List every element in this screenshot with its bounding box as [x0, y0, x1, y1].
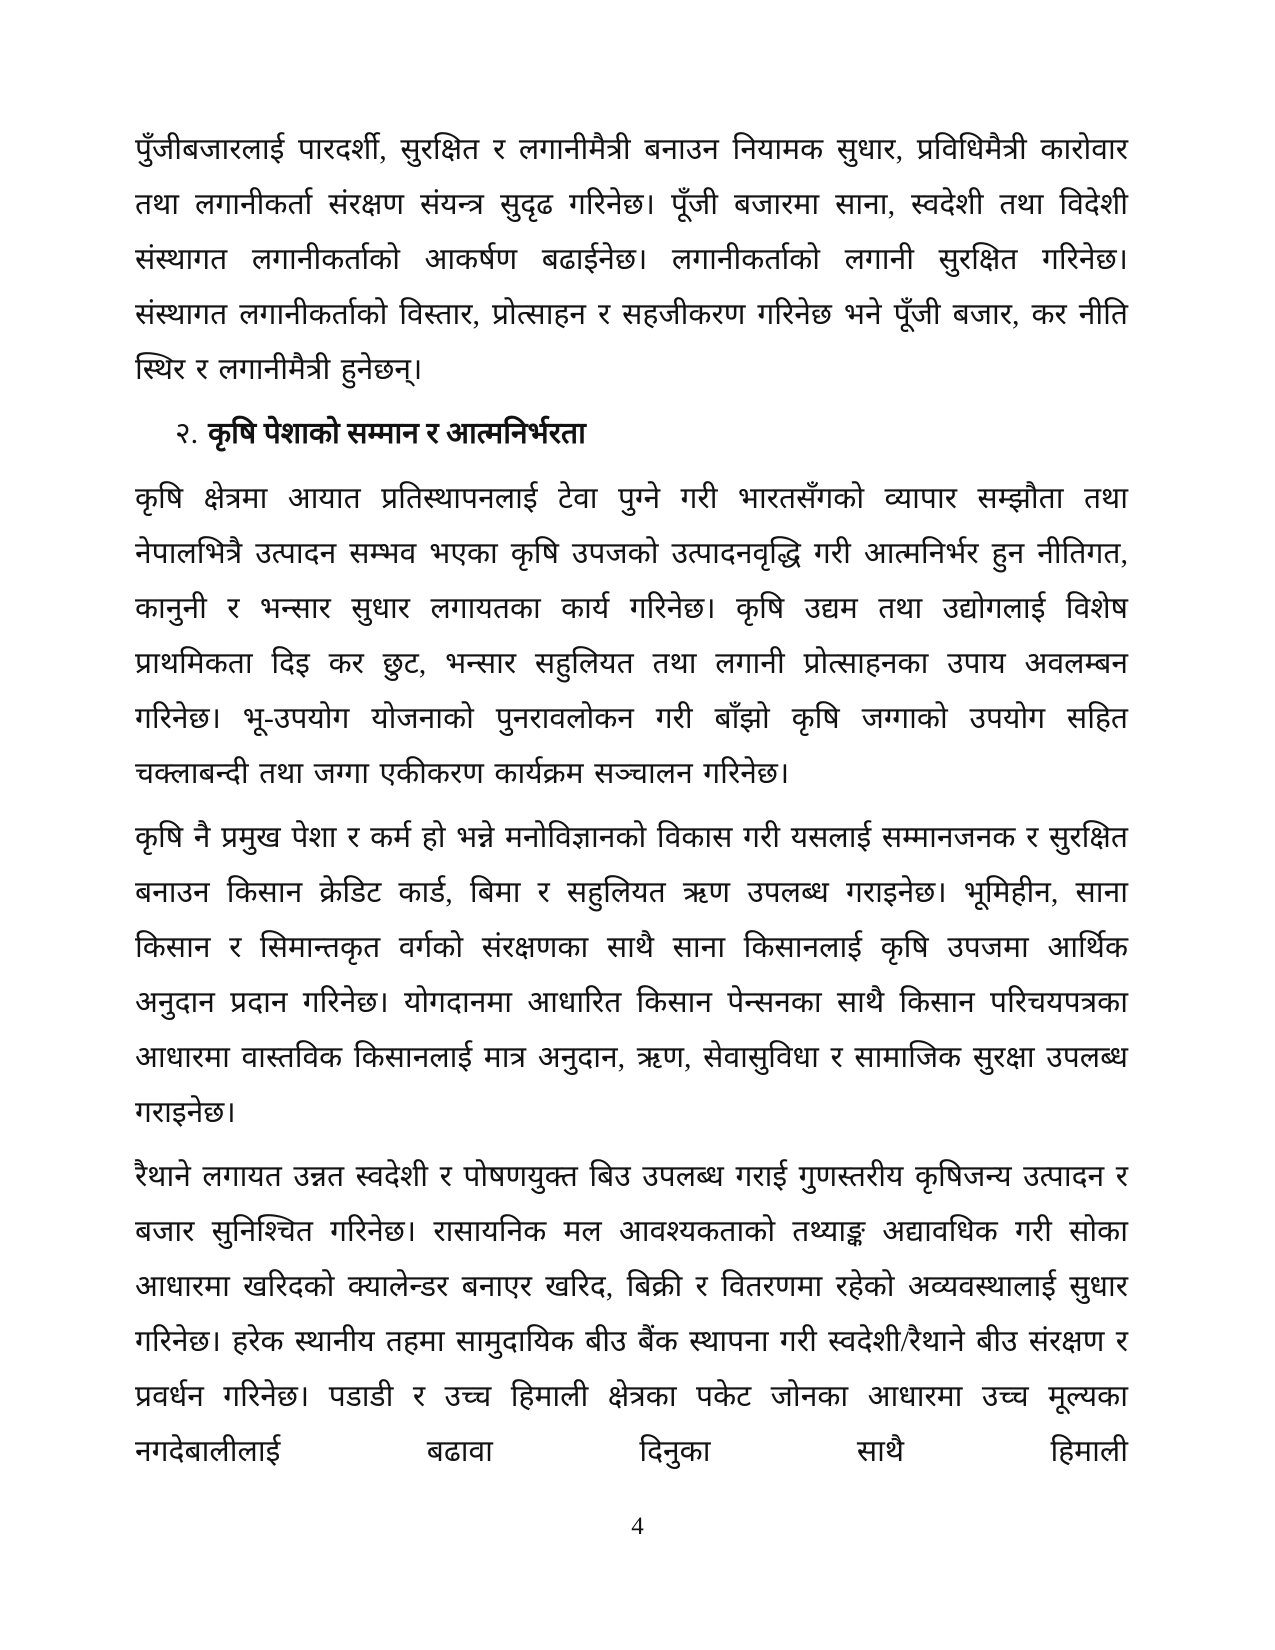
paragraph-agriculture-selfreliance: कृषि क्षेत्रमा आयात प्रतिस्थापनलाई टेवा पुग्ने गरी भारतसँगको व्यापार सम्झौता तथा नेपालभित्रै उत्पादन सम्भव भएका कृषि उपजको उत्पादनवृद्धि गरी आत्मनिर्भर हुन नीतिगत, कानुनी र भन्सार सुधार लगायतका कार्य गरिनेछ। कृषि उद्यम तथा उद्योगलाई विशेष प्राथमिकता दिइ कर छुट, भन्सार सहुलियत तथा लगानी प्रोत्साहनका उपाय अवलम्बन गरिनेछ। भू-उपयोग योजनाको पुनरावलोकन गरी बाँझो कृषि जग्गाको उपयोग सहित चक्लाबन्दी तथा जग्गा एकीकरण कार्यक्रम सञ्चालन गरिनेछ।	[135, 482, 1128, 790]
page-content	[135, 122, 1128, 1479]
page-footer	[0, 1512, 1275, 1542]
page-number: 4	[631, 1513, 644, 1540]
paragraph-farmer-dignity: कृषि नै प्रमुख पेशा र कर्म हो भन्ने मनोविज्ञानको विकास गरी यसलाई सम्मानजनक र सुरक्षित बनाउन किसान क्रेडिट कार्ड, बिमा र सहुलियत ऋण उपलब्ध गराइनेछ। भूमिहीन, साना किसान र सिमान्तकृत वर्गको संरक्षणका साथै साना किसानलाई कृषि उपजमा आर्थिक अनुदान प्रदान गरिनेछ। योगदानमा आधारित किसान पेन्सनका साथै किसान परिचयपत्रका आधारमा वास्तविक किसानलाई मात्र अनुदान, ऋण, सेवासुविधा र सामाजिक सुरक्षा उपलब्ध गराइनेछ।	[135, 821, 1128, 1129]
section-heading-number: २.	[175, 417, 199, 450]
paragraph-capital-market: पुँजीबजारलाई पारदर्शी, सुरक्षित र लगानीमैत्री बनाउन नियामक सुधार, प्रविधिमैत्री कारोवार तथा लगानीकर्ता संरक्षण संयन्त्र सुदृढ गरिनेछ। पूँजी बजारमा साना, स्वदेशी तथा विदेशी संस्थागत लगानीकर्ताको आकर्षण बढाईनेछ। लगानीकर्ताको लगानी सुरक्षित गरिनेछ। संस्थागत लगानीकर्ताको विस्तार, प्रोत्साहन र सहजीकरण गरिनेछ भने पूँजी बजार, कर नीति स्थिर र लगानीमैत्री हुनेछन्।	[135, 133, 1128, 386]
section-heading-title: कृषि पेशाको सम्मान र आत्मनिर्भरता	[208, 417, 586, 450]
paragraph-seeds-market: रैथाने लगायत उन्नत स्वदेशी र पोषणयुक्त बिउ उपलब्ध गराई गुणस्तरीय कृषिजन्य उत्पादन र बजार सुनिश्चित गरिनेछ। रासायनिक मल आवश्यकताको तथ्याङ्क अद्यावधिक गरी सोका आधारमा खरिदको क्यालेन्डर बनाएर खरिद, बिक्री र वितरणमा रहेको अव्यवस्थालाई सुधार गरिनेछ। हरेक स्थानीय तहमा सामुदायिक बीउ बैंक स्थापना गरी स्वदेशी/रैथाने बीउ संरक्षण र प्रवर्धन गरिनेछ। पडाडी र उच्च हिमाली क्षेत्रका पकेट जोनका आधारमा उच्च मूल्यका नगदेबालीलाई बढावा दिनुका साथै हिमाली	[135, 1160, 1128, 1468]
section-heading	[175, 406, 1128, 461]
